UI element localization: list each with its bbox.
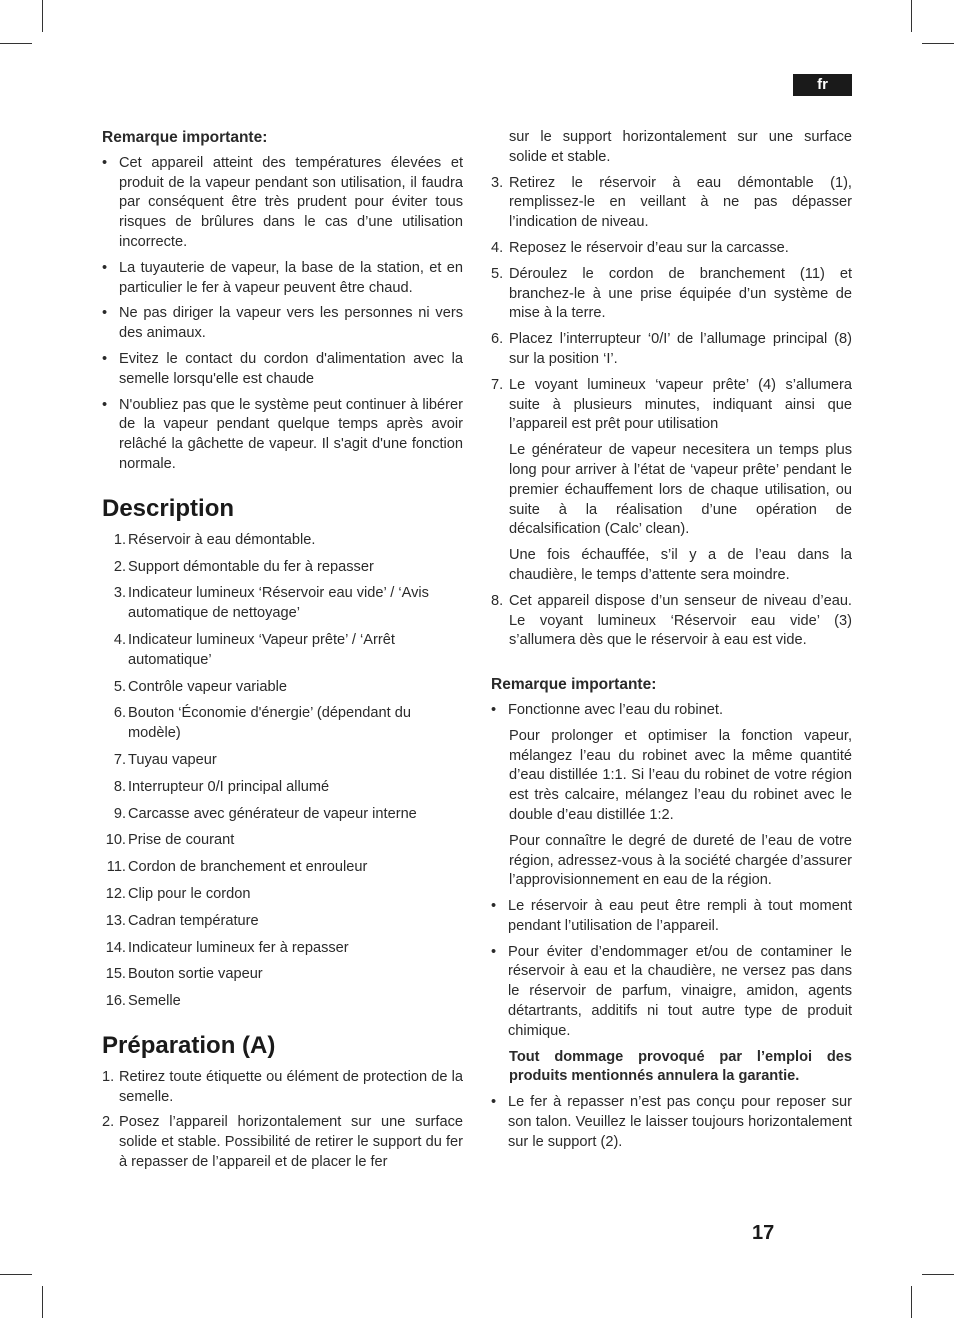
remark-heading: Remarque importante: <box>102 129 268 146</box>
list-item: 2. Posez l’appareil horizontalement sur une surface solide et stable. Possibilité de retirer le support du fer à repasser de l’appareil et de placer le fer <box>102 1114 463 1171</box>
item7-paragraph: Une fois échauffée, s’il y a de l’eau dans la chaudière, le temps d’attente sera moindre. <box>509 547 852 583</box>
list-item: 8. Interrupteur 0/I principal allumé <box>113 778 330 795</box>
list-item: 7. Le voyant lumineux ‘vapeur prête’ (4) s’allumera suite à plusieurs minutes, indiquant ainsi que l’appareil est prêt pour utilisation <box>491 376 852 433</box>
list-item: 13. Cadran température <box>105 912 259 929</box>
list-item: 15. Bouton sortie vapeur <box>105 966 263 983</box>
list-item: 1. Réservoir à eau démontable. <box>113 531 316 548</box>
list-item: • Cet appareil atteint des températures élevées et produit de la vapeur pendant son utilisation, il faudra par conséquent être très prudent pour éviter tous risques de brûlures dans le cas d’une utilisation incorrecte. <box>102 154 463 253</box>
page-number: 17 <box>752 1222 775 1244</box>
description-list <box>102 531 463 1012</box>
list-item: 7. Tuyau vapeur <box>113 751 217 768</box>
remark-list <box>491 701 852 721</box>
remark-paragraph: Pour prolonger et optimiser la fonction vapeur, mélangez l’eau du robinet avec la même quantité d’eau distillée 1:1. Si l’eau du robinet de votre région est très calcaire, mélangez l’eau du robinet avec le double d’eau distillée 1:2. <box>509 727 852 823</box>
right-column <box>491 128 852 1159</box>
list-item: • Le fer à repasser n’est pas conçu pour reposer sur son talon. Veuillez le laisser toujours horizontalement sur le support (2). <box>491 1093 852 1152</box>
crop-mark <box>911 0 912 32</box>
list-item: 3. Retirez le réservoir à eau démontable (1), remplissez-le en veillant à ne pas dépasser l’indication de niveau. <box>491 174 852 231</box>
prep-continuation: sur le support horizontalement sur une surface solide et stable. <box>509 129 852 165</box>
list-item: • Pour éviter d’endommager et/ou de contaminer le réservoir à eau et la chaudière, ne versez pas dans le réservoir de parfum, vinaigre, amidon, agents détartrants, additifs ni tout autre type de produit chimique. <box>491 943 852 1042</box>
list-item: 11. Cordon de branchement et enrouleur <box>106 859 368 876</box>
list-item: 3. Indicateur lumineux ‘Réservoir eau vide’ / ‘Avis automatique de nettoyage’ <box>113 585 429 622</box>
list-item: 8. Cet appareil dispose d’un senseur de niveau d’eau. Le voyant lumineux ‘Réservoir eau vide’ (3) s’allumera dès que le réservoir à eau est vide. <box>491 592 852 649</box>
crop-mark <box>922 43 954 44</box>
crop-mark <box>922 1274 954 1275</box>
preparation-list-cont <box>491 174 852 436</box>
list-item: • Ne pas diriger la vapeur vers les personnes ni vers des animaux. <box>102 304 463 344</box>
list-item: 4. Reposez le réservoir d’eau sur la carcasse. <box>491 239 789 256</box>
list-item: • N'oubliez pas que le système peut continuer à libérer de la vapeur pendant quelque temps après avoir relâché la gâchette de vapeur. Il s'agit d'une fonction normale. <box>102 396 463 475</box>
remark-list <box>102 154 463 475</box>
list-item: 5. Contrôle vapeur variable <box>113 678 287 695</box>
crop-mark <box>0 1274 32 1275</box>
list-item: • Evitez le contact du cordon d'alimentation avec la semelle lorsqu'elle est chaude <box>102 350 463 390</box>
left-column <box>102 128 463 1179</box>
list-item: 6. Placez l’interrupteur ‘0/I’ de l’allumage principal (8) sur la position ‘I’. <box>491 331 852 367</box>
list-item: 1. Retirez toute étiquette ou élément de protection de la semelle. <box>102 1068 463 1105</box>
list-item: 6. Bouton ‘Économie d'énergie’ (dépendant du modèle) <box>113 705 411 742</box>
list-item: 9. Carcasse avec générateur de vapeur interne <box>113 805 417 822</box>
list-item: • Le réservoir à eau peut être rempli à tout moment pendant l’utilisation de l’appareil. <box>491 897 852 937</box>
remark-heading: Remarque importante: <box>491 676 657 694</box>
list-item: 2. Support démontable du fer à repasser <box>113 558 374 575</box>
crop-mark <box>42 0 43 32</box>
preparation-list <box>102 1068 463 1173</box>
remark-list <box>491 1093 852 1152</box>
warranty-warning: Tout dommage provoqué par l’emploi des produits mentionnés annulera la garantie. <box>509 1048 852 1085</box>
item7-paragraph: Le générateur de vapeur necesitera un temps plus long pour arriver à l’état de ‘vapeur prête’ pendant le premier échauffement lors de chaque utilisation, ou suite à la réalisation d’une opération de décalsification (Calc’ clean). <box>509 442 852 538</box>
preparation-heading: Préparation (A) <box>102 1031 276 1059</box>
list-item: 16. Semelle <box>105 993 181 1010</box>
crop-mark <box>0 43 32 44</box>
list-item: • La tuyauterie de vapeur, la base de la station, et en particulier le fer à vapeur peuvent être chaud. <box>102 259 463 299</box>
preparation-list-cont <box>491 592 852 651</box>
crop-mark <box>42 1286 43 1318</box>
list-item: 10. Prise de courant <box>105 832 235 849</box>
list-item: 14. Indicateur lumineux fer à repasser <box>105 939 349 956</box>
description-heading: Description <box>102 494 235 522</box>
crop-mark <box>911 1286 912 1318</box>
list-item: • Fonctionne avec l’eau du robinet. <box>491 701 852 721</box>
list-item: 4. Indicateur lumineux ‘Vapeur prête’ / ‘Arrêt automatique’ <box>113 631 395 668</box>
list-item: 12. Clip pour le cordon <box>105 885 251 902</box>
remark-list <box>491 897 852 1042</box>
language-badge: fr <box>793 74 852 96</box>
list-item: 5. Déroulez le cordon de branchement (11) et branchez-le à une prise équipée d’un système de mise à la terre. <box>491 265 852 322</box>
remark-paragraph: Pour connaître le degré de dureté de l’eau de votre région, adressez-vous à la société chargée d’assurer l’approvisionnement en eau de la région. <box>509 832 852 889</box>
